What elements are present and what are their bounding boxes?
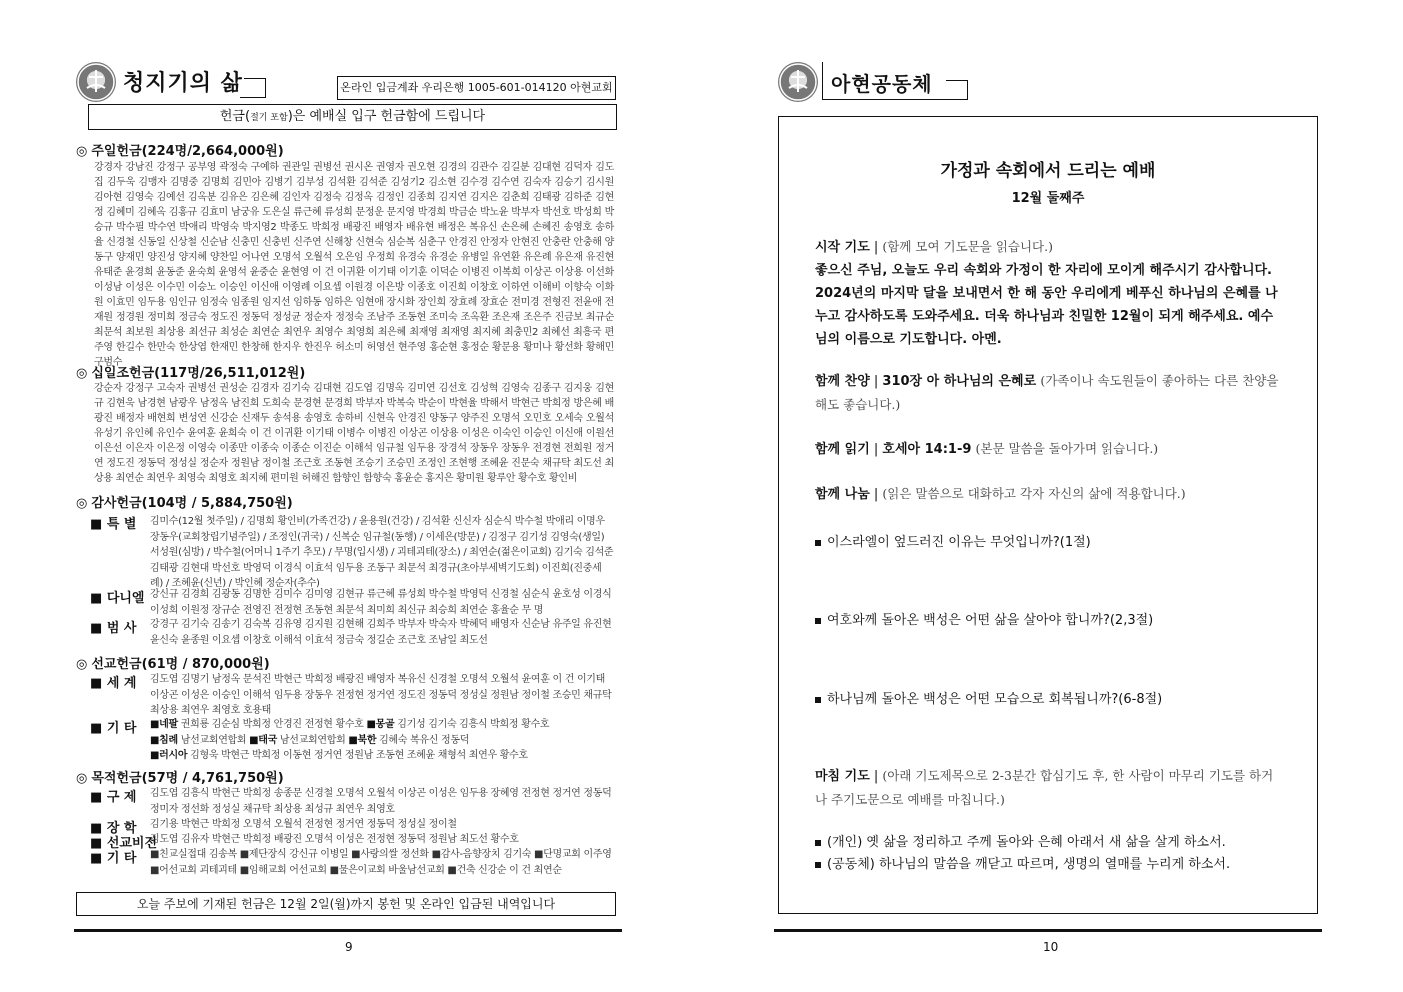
closing-label: 마침 기도 bbox=[815, 769, 870, 784]
sharing-section: 함께 나눔 | (읽은 말씀으로 대화하고 각자 자신의 삶에 적용합니다.) bbox=[815, 486, 1186, 502]
reading-section: 함께 읽기 | 호세아 14:1-9 (본문 말씀을 돌아가며 읽습니다.) bbox=[815, 441, 1159, 457]
left-footer-rule bbox=[74, 929, 622, 932]
mission-etc-line-3: ■러시아 김형욱 박현근 박희정 이동현 정거연 정원남 조동현 조혜윤 채형석 최연우 황수호 bbox=[150, 750, 528, 761]
thanks-special-label: ■ 특 별 bbox=[90, 517, 137, 532]
hymn-guide: (가족이나 속도원들이 좋아하는 다른 찬양을 해도 좋습니다.) bbox=[815, 373, 1279, 412]
worship-week: 12월 둘째주 bbox=[1011, 191, 1085, 206]
title-overline bbox=[244, 78, 266, 79]
mission-world-label: ■ 세 계 bbox=[90, 676, 137, 691]
purpose-scholar-names: 김기용 박현근 박희정 오명석 오월석 전정현 정거연 정동덕 정성실 정이철 bbox=[150, 819, 457, 830]
thanks-bumsa-label: ■ 범 사 bbox=[90, 621, 137, 636]
purpose-etc-label: ■ 기 타 bbox=[90, 851, 137, 866]
thanks-daniel-label: ■ 다니엘 bbox=[90, 591, 145, 606]
opening-prayer-text: 좋으신 주님, 오늘도 우리 속회와 가정이 한 자리에 모이게 해주시기 감사합니다. 2024년의 마지막 달을 보내면서 한 해 동안 우리에게 베푸신 하나님의 은혜를 나누고 감사하도록 도와주세요. 더욱 하나님과 친밀한 12월이 되게 해주세요. 예수님의 이름으로 기도합니다. 아멘. bbox=[815, 263, 1278, 347]
right-footer-rule bbox=[774, 929, 1322, 932]
purpose-relief-names: 김도엽 김흥식 박현근 박희정 송종문 신경철 오명석 오월석 이상곤 이성은 임두용 장혜영 전정현 정거연 정동덕 정미자 정선화 정성실 채규탁 최상용 최성규 최연우 최영호 bbox=[150, 788, 612, 815]
prayer-item-community: (공동체) 하나님의 말씀을 깨닫고 따르며, 생명의 열매를 누리게 하소서. bbox=[815, 853, 1230, 872]
thanks-bumsa-names: 강경구 김기숙 김송기 김숙복 김유영 김지원 김현해 김희주 박부자 박숙자 박혜덕 배영자 신순남 유주일 유진현 윤신숙 윤종원 이요셉 이창호 이해석 이효석 정금숙 정길순 조근호 조남일 최도선 bbox=[150, 619, 612, 646]
right-page-number: 10 bbox=[1043, 940, 1059, 954]
purpose-etc-line-2: ■어선교회 괴테괴테 ■임해교회 어선교회 ■물은이교회 바울남선교회 ■건축 신강순 이 건 최연순 bbox=[150, 864, 562, 876]
opening-guide: (함께 모여 기도문을 읽습니다.) bbox=[882, 239, 1053, 254]
title-frame-stub bbox=[946, 80, 968, 81]
thanks-special-names: 김미수(12월 첫주일) / 김명희 황인비(가족건강) / 윤용원(건강) / 김석환 신신자 심순식 박수철 박애리 이명우 장동우(교회창립기념주일) / 조정인(귀국) / 신복순 임규철(동행) / 이세은(방문) / 김정구 김기성 김영숙(생일) 서성원(심방) / 박수철(어머니 1주기 추모) / 무명(입시생) / 괴테괴테(장소) / 최연순(젊은이교회) 김기숙 김석준 김태광 김현대 박선호 박영덕 이경식 이효석 임두용 조동구 최문석 최경규(초아부세벽기도회) 이진희(진중세례) / 조혜윤(신년) / 박인혜 정순자(추수) bbox=[150, 516, 614, 589]
notice-small: 절기 포함 bbox=[250, 113, 288, 123]
question-3: 하나님께 돌아온 백성은 어떤 모습으로 회복됩니까?(6-8절) bbox=[815, 688, 1162, 707]
mission-world-names: 김도엽 김명기 남정옥 문석진 박현근 박희정 배광진 배영자 복유신 신경철 오명석 오월석 윤여훈 이 건 이기태 이상곤 이성은 이승인 이해석 임두용 장동우 전정현 정거연 정도진 정동덕 정성실 정원남 정이철 조승민 채규탁 최상용 최연우 최영호 호용태 bbox=[150, 674, 612, 716]
purpose-vision-label: ■ 선교비전 bbox=[90, 836, 158, 851]
section-title: 청지기의 삶 bbox=[123, 71, 243, 96]
hymn-label: 함께 찬양 bbox=[815, 374, 870, 389]
mission-etc-line-1: ■네팔 권희룡 김순심 박희정 안경진 전정현 황수호 ■몽골 김기성 김기숙 김흥식 박희정 황수호 bbox=[150, 719, 550, 730]
title-tick bbox=[265, 78, 266, 97]
mission-etc-line-2: ■침례 남선교회연합회 ■태국 남선교회연합회 ■북한 김혜숙 복유신 정동덕 bbox=[150, 734, 470, 746]
title-frame-bottom bbox=[822, 99, 968, 100]
mission-etc-names bbox=[150, 717, 614, 764]
offering-notice bbox=[88, 104, 617, 130]
title-underline bbox=[240, 97, 266, 98]
question-2: 여호와께 돌아온 백성은 어떤 삶을 살아야 합니까?(2,3절) bbox=[815, 609, 1153, 628]
reading-label: 함께 읽기 bbox=[815, 442, 870, 457]
reading-passage: 호세아 14:1-9 bbox=[882, 442, 972, 457]
purpose-relief-label: ■ 구 제 bbox=[90, 790, 137, 805]
thanks-offering-heading: ◎ 감사헌금(104명 / 5,884,750원) bbox=[76, 496, 293, 511]
church-logo bbox=[76, 62, 116, 102]
church-logo bbox=[778, 62, 818, 102]
sharing-guide: (읽은 말씀으로 대화하고 각자 자신의 삶에 적용합니다.) bbox=[882, 486, 1186, 501]
sharing-label: 함께 나눔 bbox=[815, 487, 870, 502]
mission-etc-label: ■ 기 타 bbox=[90, 721, 137, 736]
closing-guide: (아래 기도제목으로 2-3분간 합심기도 후, 한 사람이 마무리 기도를 하거나 주기도문으로 예배를 마칩니다.) bbox=[815, 768, 1274, 807]
purpose-offering-heading: ◎ 목적헌금(57명 / 4,761,750원) bbox=[76, 771, 284, 786]
tithe-heading: ◎ 십일조헌금(117명/26,511,012원) bbox=[76, 366, 306, 381]
purpose-vision-names: 김도엽 김유자 박현근 박희정 배광진 오명석 이성은 전정현 정동덕 정원남 최도선 황수호 bbox=[150, 834, 519, 845]
notice-pre: 헌금( bbox=[219, 109, 251, 124]
closing-prayer-section: 마침 기도 | (아래 기도제목으로 2-3분간 합심기도 후, 한 사람이 마무리 기도를 하거나 주기도문으로 예배를 마칩니다.) bbox=[815, 768, 1274, 807]
section-title: 아현공동체 bbox=[831, 72, 933, 96]
question-1: 이스라엘이 엎드러진 이유는 무엇입니까?(1절) bbox=[815, 531, 1091, 550]
prayer-item-personal: (개인) 옛 삶을 정리하고 주께 돌아와 은혜 아래서 새 삶을 살게 하소서. bbox=[815, 831, 1226, 850]
title-frame-right bbox=[967, 80, 968, 99]
bank-account-info: 온라인 입금계좌 우리은행 1005-601-014120 아현교회 bbox=[337, 76, 616, 100]
opening-label: 시작 기도 bbox=[815, 240, 870, 255]
tithe-names: 강순자 강정구 고숙자 권병선 권성순 김경자 김기숙 김대현 김도엽 김명옥 김미연 김선호 김성혁 김영숙 김종구 김지웅 김현규 김현욱 남경현 남광우 남정옥 남진희 도희숙 문경현 문경희 박부자 박복숙 박순이 박현율 박해서 박현근 박희정 방은혜 배광진 배정자 배현희 변성연 신강순 신재두 송석용 송영호 송하비 신현옥 안경진 양동구 양주진 오명석 오민호 오세숙 오월석 유성기 유인혜 유인수 윤여훈 윤희숙 이 건 이귀환 이기태 이병수 이병진 이상곤 이상용 이성은 이숙인 이승인 이신애 이원선 이은선 이은자 이은정 이영숙 이종만 이종숙 이종순 이진순 이해석 임규철 임두용 장경석 장동우 장동우 전경현 전희원 정거연 정도진 정동덕 정성실 정순자 정원남 정이철 조근호 조동현 조승기 조승민 조정인 조현행 조혜윤 진문숙 채규탁 최도선 최상용 최연순 최연우 최영숙 최영호 최지혜 편미원 허해진 함향인 함향숙 홍윤순 홍지은 황미원 황루안 황수호 황인비 bbox=[94, 383, 614, 484]
left-page-number: 9 bbox=[345, 940, 353, 954]
purpose-scholar-label: ■ 장 학 bbox=[90, 821, 137, 836]
purpose-etc-line-1: ■친교실접대 김송복 ■제단장식 강신규 이병일 ■사랑의쌀 정선화 ■감사-음향장치 김기숙 ■단명교회 이주영 bbox=[150, 849, 612, 860]
hymn-section: 함께 찬양 | 310장 아 하나님의 은혜로 (가족이나 속도원들이 좋아하는 다른 찬양을 해도 좋습니다.) bbox=[815, 373, 1279, 412]
notice-post: )은 예배실 입구 헌금함에 드립니다 bbox=[287, 109, 486, 124]
worship-title: 가정과 속회에서 드리는 예배 bbox=[940, 161, 1156, 181]
thanks-daniel-names: 강신규 김경희 김광동 김명한 김미수 김미영 김현규 류근혜 류성희 박수철 박영덕 신경철 심순식 윤호성 이경식 이성희 이원정 장규순 전영진 전정현 조동현 최문석 최미희 최신규 최승희 최연순 홍율순 무 명 bbox=[150, 589, 612, 616]
mission-offering-heading: ◎ 선교헌금(61명 / 870,000원) bbox=[76, 657, 270, 672]
hymn-title: 310장 아 하나님의 은혜로 bbox=[882, 374, 1037, 389]
sunday-offering-heading: ◎ 주일헌금(224명/2,664,000원) bbox=[76, 144, 284, 159]
reading-guide: (본문 말씀을 돌아가며 읽습니다.) bbox=[975, 441, 1159, 456]
opening-prayer-section: 시작 기도 | (함께 모여 기도문을 읽습니다.) 좋으신 주님, 오늘도 우리 속회와 가정이 한 자리에 모이게 해주시기 감사합니다. 2024년의 마지막 달을 보내면서 한 해 동안 우리에게 베푸신 하나님의 은혜를 나누고 감사하도록 도와주세요. 더욱 하나님과 친밀한 12월이 되게 해주세요. 예수님의 이름으로 기도합니다. 아멘. bbox=[815, 239, 1278, 347]
title-frame-left bbox=[822, 62, 823, 99]
offering-date-note: 오늘 주보에 기재된 헌금은 12월 2일(월)까지 봉헌 및 온라인 입금된 내역입니다 bbox=[76, 892, 616, 916]
purpose-etc-names bbox=[150, 847, 614, 878]
sunday-offering-names: 강경자 강남진 강정구 공부영 곽정숙 구예하 권관일 권병선 권시온 권영자 권오현 김경의 김관수 김길분 김대현 김덕자 김도집 김두욱 김맹자 김명중 김명희 김민아 김병기 김부성 김석환 김석준 김성기2 김소현 김수경 김수연 김숙자 김승기 김시원 김아현 김영숙 김예선 김옥분 김유은 김은혜 김인자 김정숙 김정옥 김정인 김종희 김지연 김지은 김춘희 김태광 김하준 김현정 김혜미 김혜옥 김홍규 김효미 남궁유 도은실 류근혜 류성희 문정운 문지영 박경희 박금순 박노윤 박부자 박선호 박성희 박승규 박수필 박수연 박애리 박영숙 박지영2 박종도 박희정 배광진 배영자 배유현 배정은 복유신 손은혜 손혜진 송영호 송하율 신경철 신동일 신상철 신순남 신충민 신충빈 신주연 신해창 신현숙 심순복 심춘구 안경진 안정자 안현진 안충란 안충해 양동구 양재민 양진성 양지혜 양찬일 어나연 오명석 오월석 오은임 우정희 유경숙 유경순 유병일 유연환 유은례 유은재 유진현 유태준 윤경희 윤동준 윤숙희 윤영석 윤중순 윤현영 이 건 이귀환 이기태 이기훈 이덕순 이병진 이복희 이상곤 이상용 이선화 이성남 이성은 이수민 이승노 이승인 이신애 이영례 이요셉 이원경 이은방 이종호 이진희 이창호 이하연 이해비 이향숙 이화원 이효민 임두용 임인규 임정숙 임종원 임지선 임하동 임하은 임현애 장시화 장인희 장효례 장효순 전미경 전형진 전윤애 전재원 정경원 정미희 정금숙 정도진 정동덕 정성균 정순자 정정숙 조남주 조동현 조미숙 조옥환 조은재 조은주 진금보 최규순 최문석 최보원 최상용 최선규 최성순 최연순 최연우 최영수 최영희 최은혜 최재영 최재영 최지혜 최충민2 최혜선 최흥국 편주영 한길수 한만숙 한상엽 한재민 한창해 한지우 한진우 허소미 허영선 현주영 홍순현 홍정순 황문용 황미나 황선화 황해민 구범수 bbox=[94, 162, 614, 368]
